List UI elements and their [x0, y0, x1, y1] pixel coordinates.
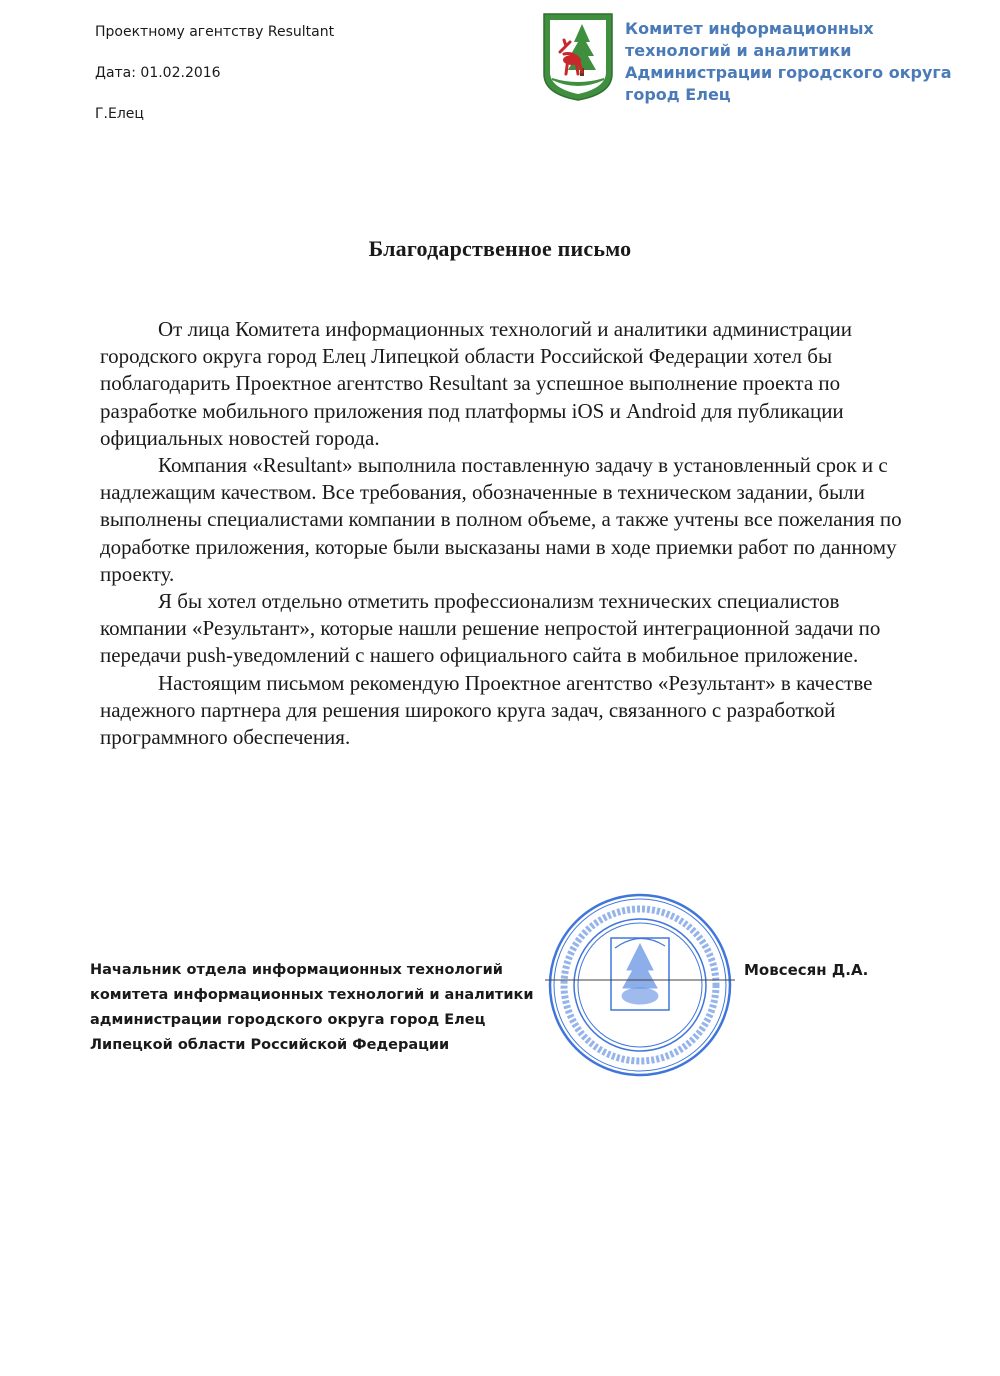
signer-title-line: администрации городского округа город Елец	[90, 1012, 486, 1028]
org-name-line: город Елец	[625, 85, 731, 104]
signer-name: Мовсесян Д.А.	[744, 961, 869, 979]
document-title: Благодарственное письмо	[368, 236, 632, 261]
addressee-block	[95, 22, 334, 145]
body-paragraph: От лица Комитета информационных технологий и аналитики администрации городского округа город Елец Липецкой области Российской Федерации хотел бы поблагодарить Проектное агентство Resultant за успешное выполнение проекта по разработке мобильного приложения под платформы iOS и Android для публикации официальных новостей города.	[100, 317, 852, 450]
body-paragraph: Настоящим письмом рекомендую Проектное агентство «Результант» в качестве надежного партнера для решения широкого круга задач, связанного с разработкой программного обеспечения.	[100, 670, 873, 750]
body-paragraph: Я бы хотел отдельно отметить профессионализм технических специалистов компании «Результант», которые нашли решение непростой интеграционной задачи по передачи push-уведомлений с нашего официального сайта в мобильное приложение.	[100, 589, 881, 668]
city-line: Г.Елец	[95, 106, 144, 122]
org-name-line: Комитет информационных	[625, 19, 874, 38]
body-paragraph: Компания «Resultant» выполнила поставленную задачу в установленный срок и с надлежащим качеством. Все требования, обозначенные в техническом задании, были выполнены специалистами компании в полном объеме, а также учтены все пожелания по доработке приложения, которые были высказаны нами в ходе приемки работ по данному проекту.	[100, 453, 902, 586]
recipient-line: Проектному агентству Resultant	[95, 24, 335, 40]
signer-title	[90, 958, 534, 1058]
official-seal-icon	[545, 890, 735, 1080]
coat-of-arms-icon	[542, 12, 614, 102]
signer-title-line: Липецкой области Российской Федерации	[90, 1037, 450, 1053]
org-name-line: технологий и аналитики	[625, 41, 852, 60]
date-line: Дата: 01.02.2016	[95, 65, 221, 81]
signer-title-line: комитета информационных технологий и аналитики	[90, 987, 534, 1003]
signer-title-line: Начальник отдела информационных технологий	[90, 962, 503, 978]
organization-name	[625, 18, 955, 106]
org-name-line: Администрации городского округа	[625, 63, 952, 82]
letter-body	[100, 316, 910, 751]
